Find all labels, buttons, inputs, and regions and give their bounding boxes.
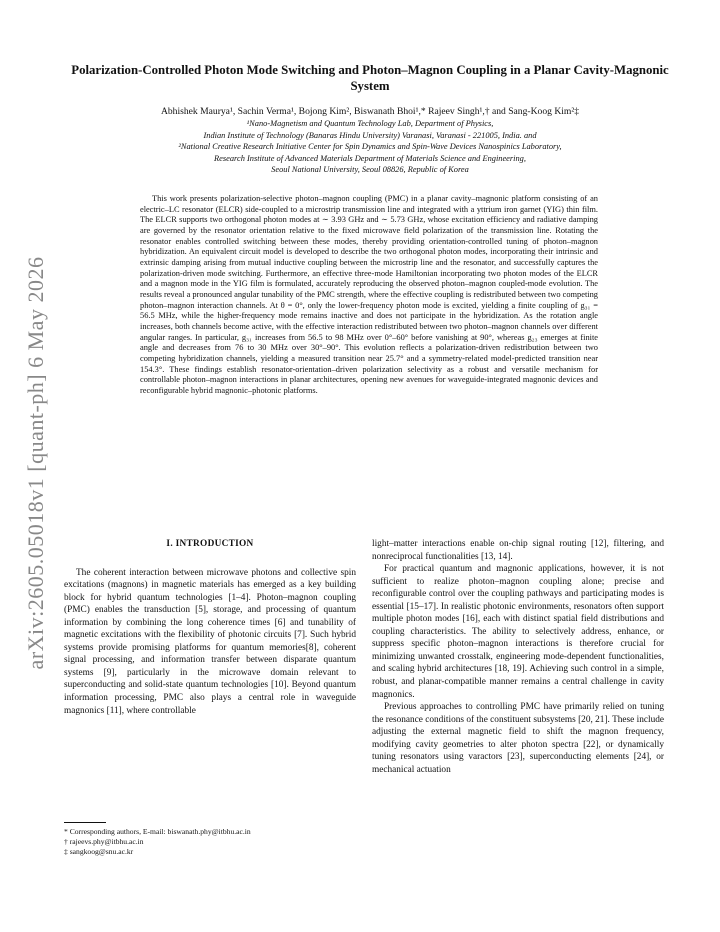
affiliations: [70, 118, 670, 176]
abstract: [140, 194, 598, 396]
affiliation-line: Indian Institute of Technology (Banaras Hindu University) Varanasi, Varanasi - 221005, India. and: [203, 130, 537, 140]
section-heading: I. INTRODUCTION: [166, 539, 254, 549]
abstract-text: This work presents polarization-selective photon–magnon coupling (PMC) in a planar cavity–magnonic platform consisting of an electric–LC resonator (ELCR) side-coupled to a microstrip transmission line and integrated with a yttrium iron garnet (YIG) thin film. The ELCR supports two orthogonal photon modes at ∼ 3.93 GHz and ∼ 5.73 GHz, whose excitation efficiency and radiative damping are governed by the resonator orientation relative to the fixed microwave field polarization of the transmission line. Rotating the resonator enables controlled switching between these modes, thereby providing orientation-controlled tuning of photon–magnon hybridization. An equivalent circuit model is developed to describe the two orthogonal photon modes, incorporating their intrinsic and extrinsic damping arising from mutual inductive coupling between the microstrip line and the resonator, and successfully captures the polarization-driven mode switching. Furthermore, an effective three-mode Hamiltonian incorporating two photon modes of the ELCR and a magnon mode in the YIG film is formulated, accurately reproducing the observed photon–magnon coupled-mode evolution. The results reveal a pronounced angular tunability of the PMC strength, where the effective coupling is redistributed between two competing photon–magnon interaction channels. At θ = 0°, only the lower-frequency photon mode is excited, yielding a finite coupling of g₃₁ = 56.5 MHz, while the higher-frequency mode remains inactive and does not participate in the hybridization. As the rotation angle increases, both channels become active, with the effective interaction redistributed between two photon–magnon channels over different angular ranges. In particular, g₃₁ increases from 56.5 to 98 MHz over 0°–60° before vanishing at 90°, whereas g₂₃ emerges at finite angle and decreases from 76 to 30 MHz over 30°–90°. This evolution reflects a polarization-driven redistribution between two competing hybridization channels, yielding a measured transition near 25.7° and a symmetry-related model-predicted transition near 154.3°. These findings establish resonator-orientation–driven polarization selectivity as a robust and versatile mechanism for controllable photon–magnon interactions in planar architectures, opening new avenues for waveguide-integrated magnonic devices and reconfigurable hybrid magnonic–photonic platforms.: [140, 194, 598, 395]
paper-title: Polarization-Controlled Photon Mode Switching and Photon–Magnon Coupling in a Planar Cavity-Magnonic System: [71, 63, 669, 93]
footnote-rule: [64, 822, 106, 823]
footnote: * Corresponding authors, E-mail: biswanath.phy@itbhu.ac.in: [64, 827, 251, 836]
footnote: ‡ sangkoog@snu.ac.kr: [64, 847, 134, 856]
footnotes: [64, 827, 356, 857]
right-column: [372, 538, 664, 776]
affiliation-line: ¹Nano-Magnetism and Quantum Technology Lab, Department of Physics,: [246, 119, 494, 128]
affiliation-line: Seoul National University, Seoul 08826, Republic of Korea: [271, 165, 469, 174]
paragraph: Previous approaches to controlling PMC have primarily relied on tuning the resonance conditions of the constituent subsystems [20, 21]. These include adjusting the external magnetic field to shift the magnon frequency, modifying cavity geometries to alter photon spectra [22], or dynamically tuning resonators using varactors [23], superconducting elements [24], or mechanical actuation: [372, 702, 664, 775]
footnote: † rajeevs.phy@itbhu.ac.in: [64, 837, 144, 846]
affiliation-line: ²National Creative Research Initiative Center for Spin Dynamics and Spin-Wave Devices Nanospinics Laboratory,: [178, 142, 562, 151]
left-column: [64, 538, 356, 717]
arxiv-identifier: arXiv:2605.05018v1 [quant-ph] 6 May 2026: [23, 256, 48, 670]
paragraph: The coherent interaction between microwave photons and collective spin excitations (magnons) in magnetic materials has emerged as a key building block for hybrid quantum technologies [1–4]. Photon–magnon coupling (PMC) enables the transduction [5], storage, and processing of quantum information by combining the long coherence times [6] and tunability of magnetic excitations with the flexibility of photonic circuits [7]. Such hybrid systems provide promising platforms for quantum memories[8], coherent signal processing, and information transfer between disparate quantum systems [9], particularly in the microwave domain relevant to superconducting and solid-state quantum technologies [10]. Beyond quantum information processing, PMC also plays a central role in waveguide magnonics [11], where controllable: [64, 567, 356, 716]
affiliation-line: Research Institute of Advanced Materials Department of Materials Science and Engineering,: [214, 153, 526, 163]
paragraph: For practical quantum and magnonic applications, however, it is not sufficient to realize photon–magnon coupling alone; precise and reconfigurable control over the coupling pathways and participating modes is essential [15–17]. In realistic photonic environments, resonators often support multiple photon modes [16], each with distinct spatial field distributions and coupling characteristics. The ability to selectively address, enhance, or suppress specific photon–magnon interactions is therefore crucial for minimizing unwanted crosstalk, engineering mode-dependent functionalities, and scaling hybrid architectures [18, 19]. Achieving such control in a simple, robust, and planar-compatible manner remains a central challenge in cavity magnonics.: [372, 564, 664, 700]
paragraph: light–matter interactions enable on-chip signal routing [12], filtering, and nonreciprocal functionalities [13, 14].: [372, 539, 664, 562]
author-list: Abhishek Maurya¹, Sachin Verma¹, Bojong Kim², Biswanath Bhoi¹,* Rajeev Singh¹,† and Sang-Koog Kim²‡: [160, 106, 580, 117]
